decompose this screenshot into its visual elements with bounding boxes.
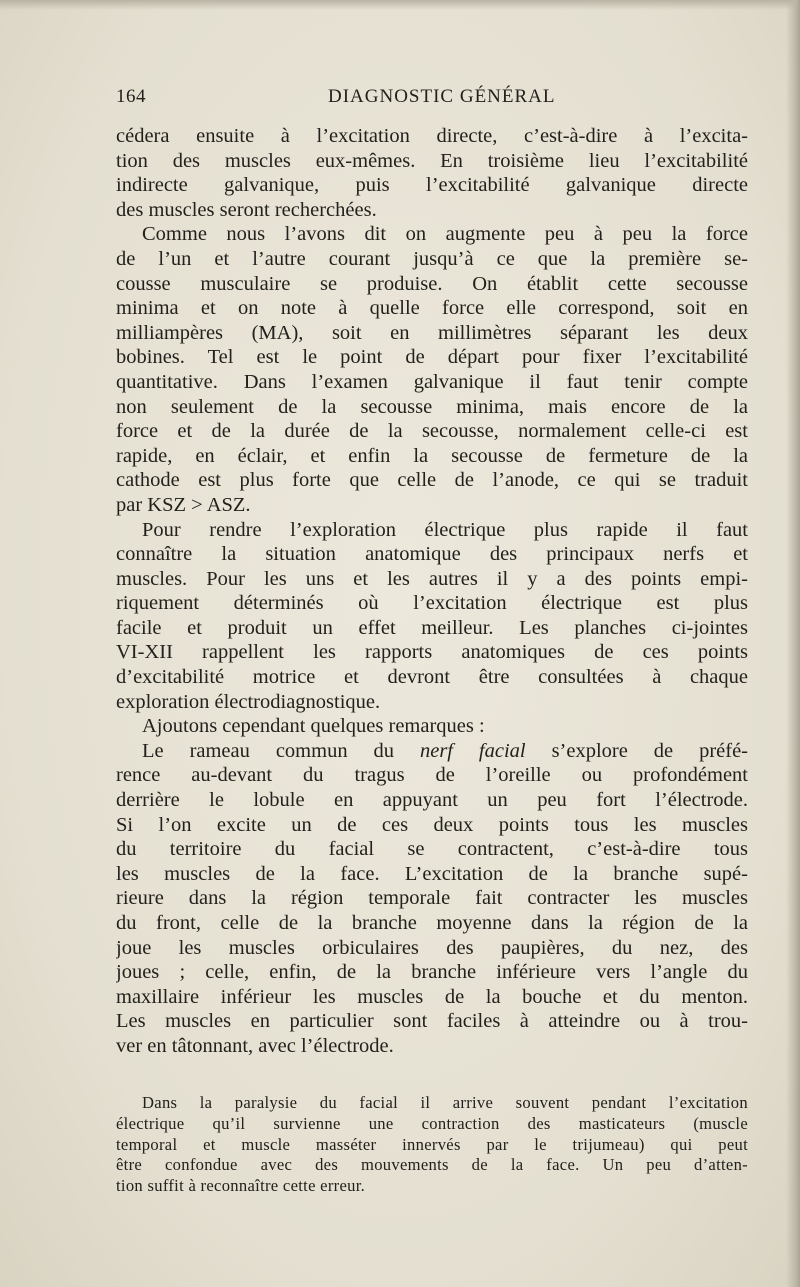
text-line: cousse musculaire se produise. On établit cette secousse xyxy=(116,272,748,295)
page-header xyxy=(116,86,748,112)
text-line: cédera ensuite à l’excitation directe, c’est-à-dire à l’excita- xyxy=(116,125,748,147)
text-line: VI-XII rappellent les rapports anatomiques de ces points xyxy=(116,641,748,664)
text-line: quantitative. Dans l’examen galvanique il faut tenir compte xyxy=(116,370,748,393)
italic-term: nerf facial xyxy=(419,739,526,762)
page-right-edge xyxy=(786,0,800,1287)
text-line: exploration électrodiagnostique. xyxy=(116,690,381,713)
text-line: maxillaire inférieur les muscles de la bouche et du menton. xyxy=(116,985,748,1008)
footnote-line: temporal et muscle masséter innervés par le trijumeau) qui peut xyxy=(116,1134,748,1154)
text-line: force et de la durée de la secousse, normalement celle-ci est xyxy=(116,420,748,443)
text-line: d’excitabilité motrice et devront être consultées à chaque xyxy=(116,666,748,689)
footnote-line: être confondue avec des mouvements de la face. Un peu d’atten- xyxy=(116,1155,748,1175)
text-line: par KSZ > ASZ. xyxy=(116,493,251,516)
text-line: facile et produit un effet meilleur. Les planches ci-jointes xyxy=(116,616,748,639)
page-number: 164 xyxy=(116,86,146,107)
footnote xyxy=(116,1093,748,1197)
text-fragment: s’explore de préfé- xyxy=(551,739,748,762)
paragraph-start-line: Comme nous l’avons dit on augmente peu à peu la force xyxy=(142,223,748,246)
running-title: DIAGNOSTIC GÉNÉRAL xyxy=(328,86,556,107)
text-line: les muscles de la face. L’excitation de la branche supé- xyxy=(116,862,748,885)
text-line: non seulement de la secousse minima, mais encore de la xyxy=(116,395,748,418)
text-line: milliampères (MA), soit en millimètres séparant les deux xyxy=(116,321,748,344)
text-line: rapide, en éclair, et enfin la secousse de fermeture de la xyxy=(116,444,748,467)
text-line: joue les muscles orbiculaires des paupières, du nez, des xyxy=(116,936,748,959)
paragraph-start-line: Pour rendre l’exploration électrique plus rapide il faut xyxy=(142,518,748,541)
text-line: des muscles seront recherchées. xyxy=(116,198,377,221)
main-text xyxy=(116,124,748,1059)
text-line: joues ; celle, enfin, de la branche inférieure vers l’angle du xyxy=(116,961,748,984)
text-line: derrière le lobule en appuyant un peu fort l’électrode. xyxy=(116,789,748,812)
text-line: cathode est plus forte que celle de l’anode, ce qui se traduit xyxy=(116,469,748,492)
text-line: indirecte galvanique, puis l’excitabilité galvanique directe xyxy=(116,174,748,197)
text-line: du front, celle de la branche moyenne dans la région de la xyxy=(116,912,748,934)
page-top-shadow xyxy=(0,0,800,10)
footnote-line: électrique qu’il survienne une contraction des masticateurs (muscle xyxy=(116,1113,748,1133)
paragraph-start-line: Ajoutons cependant quelques remarques : xyxy=(142,715,485,738)
text-line: rence au-devant du tragus de l’oreille ou profondément xyxy=(116,764,748,787)
text-line: bobines. Tel est le point de départ pour fixer l’excitabilité xyxy=(116,346,748,369)
text-line: rieure dans la région temporale fait contracter les muscles xyxy=(116,887,748,910)
text-line: muscles. Pour les uns et les autres il y a des points empi- xyxy=(116,567,748,590)
text-line: minima et on note à quelle force elle correspond, soit en xyxy=(116,297,748,320)
text-line: Si l’on excite un de ces deux points tous les muscles xyxy=(116,813,748,836)
text-line: de l’un et l’autre courant jusqu’à ce que la première se- xyxy=(116,247,748,270)
text-line: ver en tâtonnant, avec l’électrode. xyxy=(116,1034,394,1057)
text-line: Les muscles en particulier sont faciles à atteindre ou à trou- xyxy=(116,1010,748,1033)
paragraph-start-line xyxy=(116,739,748,764)
footnote-line: Dans la paralysie du facial il arrive souvent pendant l’excitation xyxy=(142,1093,748,1112)
text-line: connaître la situation anatomique des principaux nerfs et xyxy=(116,543,748,566)
text-line: tion des muscles eux-mêmes. En troisième lieu l’excitabilité xyxy=(116,149,748,172)
text-line: riquement déterminés où l’excitation électrique est plus xyxy=(116,592,748,615)
text-fragment: Le rameau commun du xyxy=(142,739,395,762)
footnote-line: tion suffit à reconnaître cette erreur. xyxy=(116,1176,366,1196)
text-line: du territoire du facial se contractent, c’est-à-dire tous xyxy=(116,838,748,861)
